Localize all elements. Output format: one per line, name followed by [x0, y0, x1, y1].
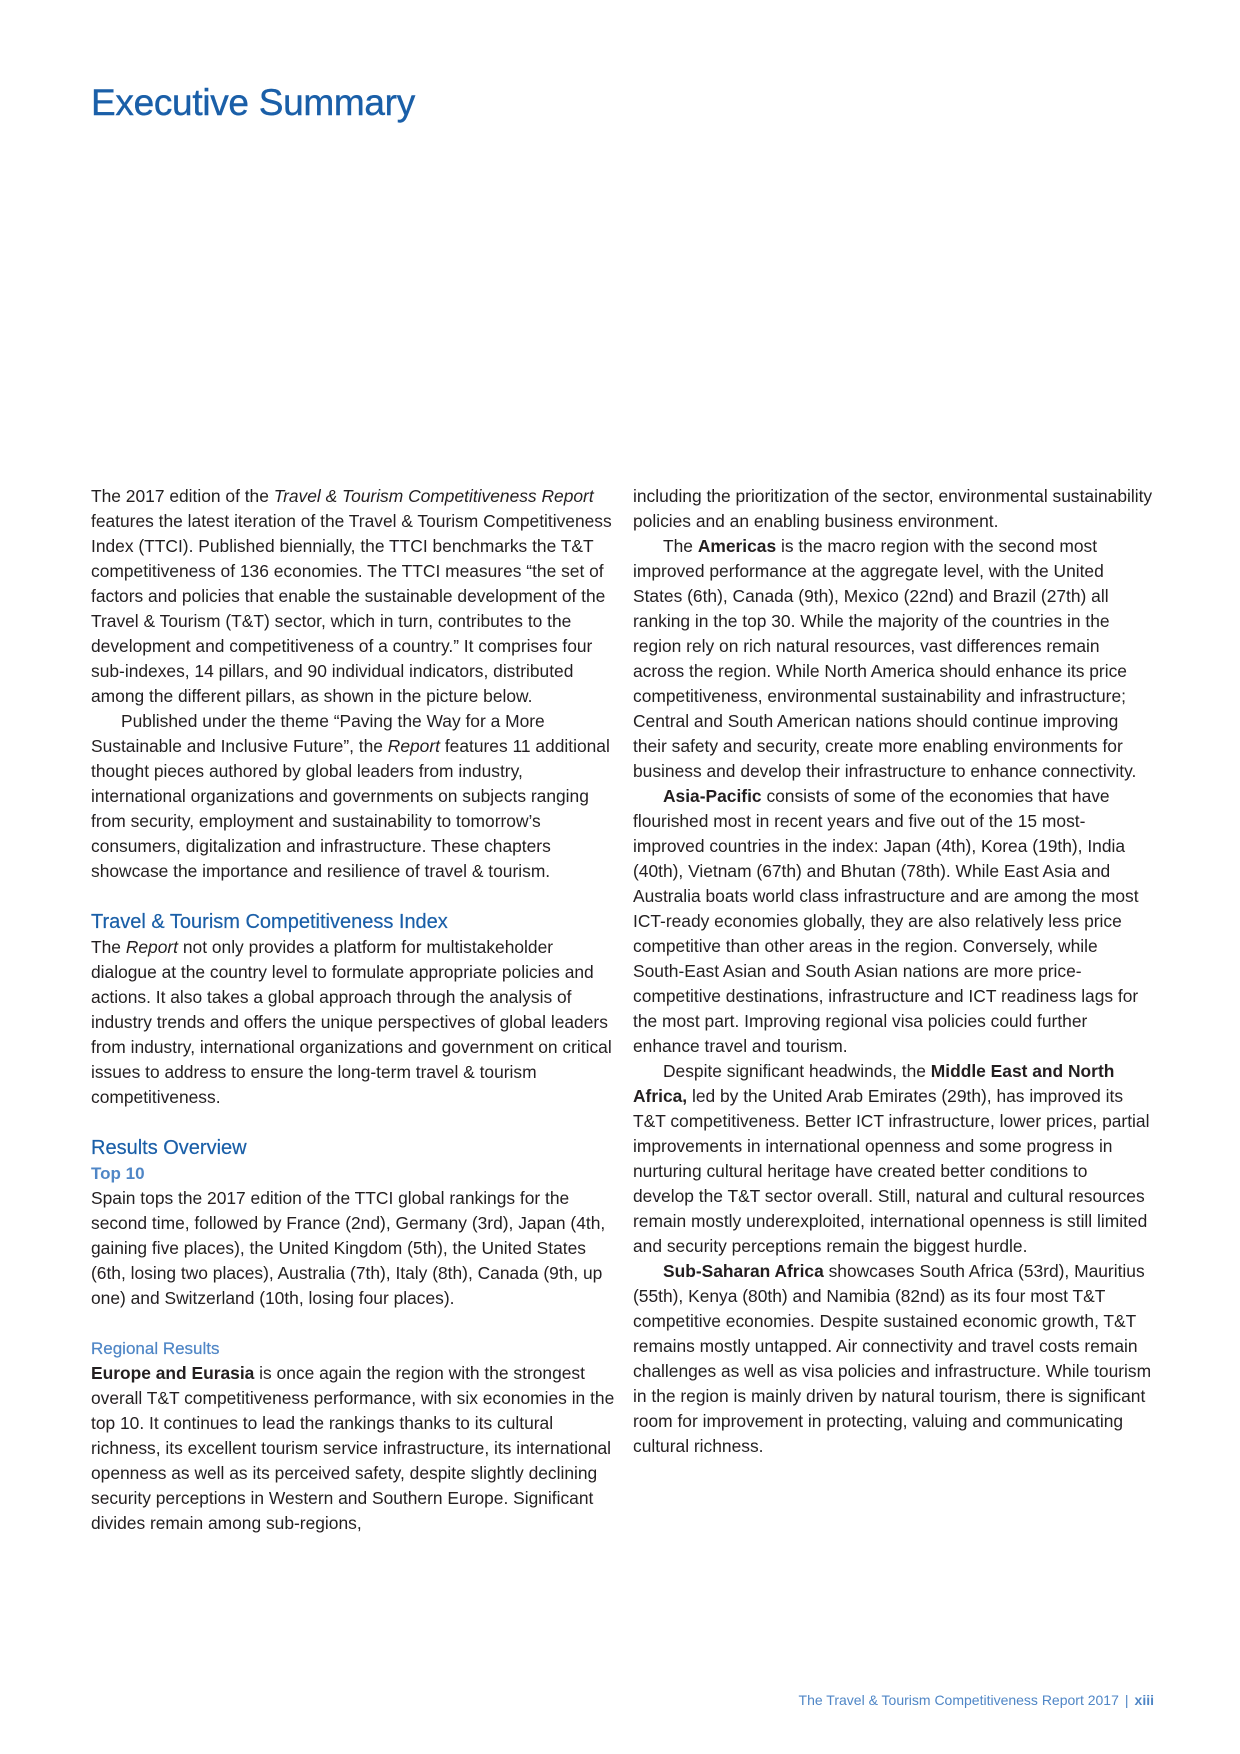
theme-paragraph	[91, 709, 621, 884]
regional-results-heading: Regional Results	[91, 1339, 220, 1358]
americas-paragraph	[633, 534, 1153, 784]
theme-text: Published under the theme “Paving the Way for a More Sustainable and Inclusive Future”, the	[91, 711, 545, 756]
mena-region-bold: Middle East and North Africa,	[633, 1061, 1115, 1106]
americas-text: is the macro region with the second most improved performance at the aggregate level, with the United States (6th), Canada (9th), Mexico (22nd) and Brazil (27th) all ranking in the top 30. While the majority of the countries in the region rely on rich natural resources, vast differences remain across the region. While North America should enhance its price competitiveness, environmental sustainability and infrastructure; Central and South American nations should continue improving their safety and security, create more enabling environments for business and develop their infrastructure to enhance connectivity.	[633, 536, 1137, 781]
report-italic: Report	[125, 937, 179, 957]
report-italic: Report	[387, 736, 440, 756]
right-column	[633, 484, 1153, 1459]
intro-paragraph	[91, 484, 621, 709]
europe-text: is once again the region with the strongest overall T&T competitiveness performance, with six economies in the top 10. It continues to lead the rankings thanks to its cultural richness, its excellent tourism service infrastructure, its international openness as well as its perceived safety, despite slightly declining security perceptions in Western and Southern Europe. Significant divides remain among sub-regions,	[91, 1363, 615, 1533]
mena-paragraph	[633, 1059, 1153, 1259]
sub-saharan-africa-paragraph	[633, 1259, 1153, 1459]
theme-text: features 11 additional thought pieces authored by global leaders from industry, international organizations and governments on subjects ranging from security, employment and sustainability to tomorrow’s consumers, digitalization and infrastructure. These chapters showcase the importance and resilience of travel & tourism.	[91, 736, 610, 881]
report-title-italic: Travel & Tourism Competitiveness Report	[273, 486, 594, 506]
asia-pacific-region-bold: Asia-Pacific	[663, 786, 762, 806]
ttci-text: The	[91, 937, 126, 957]
footer-separator: |	[1124, 1692, 1129, 1708]
mena-text: led by the United Arab Emirates (29th), has improved its T&T competitiveness. Better ICT infrastructure, lower prices, partial improvements in international openness and some progress in nurturing cultural heritage have created better conditions to develop the T&T sector overall. Still, natural and cultural resources remain mostly underexploited, international openness is still limited and security perceptions remain the biggest hurdle.	[633, 1086, 1150, 1256]
results-overview-heading: Results Overview	[91, 1137, 247, 1159]
mena-text: Despite significant headwinds, the	[663, 1061, 931, 1081]
page-footer	[799, 1692, 1154, 1708]
europe-continued-paragraph: including the prioritization of the sector, environmental sustainability policies and an enabling business environment.	[633, 486, 1153, 531]
left-column	[91, 484, 621, 1536]
footer-report-title: The Travel & Tourism Competitiveness Report 2017	[798, 1692, 1119, 1708]
page-title: Executive Summary	[91, 82, 415, 123]
ttci-heading: Travel & Tourism Competitiveness Index	[91, 911, 448, 933]
africa-region-bold: Sub-Saharan Africa	[663, 1261, 824, 1281]
europe-region-bold: Europe and Eurasia	[91, 1363, 255, 1383]
americas-text: The	[663, 536, 698, 556]
intro-text: The 2017 edition of the	[91, 486, 274, 506]
europe-paragraph	[91, 1361, 621, 1536]
page-number: xiii	[1134, 1692, 1154, 1708]
ttci-paragraph	[91, 935, 621, 1110]
asia-text: consists of some of the economies that have flourished most in recent years and five out of the 15 most-improved countries in the index: Japan (4th), Korea (19th), India (40th), Vietnam (67th) and Bhutan (78th). While East Asia and Australia boats world class infrastructure and are among the most ICT-ready economies globally, they are also relatively less price competitive than other areas in the region. Conversely, while South-East Asian and South Asian nations are more price-competitive destinations, infrastructure and ICT readiness lags for the most part. Improving regional visa policies could further enhance travel and tourism.	[633, 786, 1139, 1056]
top10-heading: Top 10	[91, 1164, 145, 1183]
africa-text: showcases South Africa (53rd), Mauritius (55th), Kenya (80th) and Namibia (82nd) as its four most T&T competitive economies. Despite sustained economic growth, T&T remains mostly untapped. Air connectivity and travel costs remain challenges as well as visa policies and infrastructure. While tourism in the region is mainly driven by natural tourism, there is significant room for improvement in protecting, valuing and communicating cultural richness.	[633, 1261, 1152, 1456]
top10-paragraph: Spain tops the 2017 edition of the TTCI global rankings for the second time, followed by France (2nd), Germany (3rd), Japan (4th, gaining five places), the United Kingdom (5th), the United States (6th, losing two places), Australia (7th), Italy (8th), Canada (9th, up one) and Switzerland (10th, losing four places).	[91, 1188, 606, 1308]
ttci-text: not only provides a platform for multistakeholder dialogue at the country level to formulate appropriate policies and actions. It also takes a global approach through the analysis of industry trends and offers the unique perspectives of global leaders from industry, international organizations and government on critical issues to address to ensure the long-term travel & tourism competitiveness.	[91, 937, 612, 1107]
asia-pacific-paragraph	[633, 784, 1153, 1059]
americas-region-bold: Americas	[697, 536, 777, 556]
intro-text: features the latest iteration of the Travel & Tourism Competitiveness Index (TTCI). Published biennially, the TTCI benchmarks the T&T competitiveness of 136 economies. The TTCI measures “the set of factors and policies that enable the sustainable development of the Travel & Tourism (T&T) sector, which in turn, contributes to the development and competitiveness of a country.” It comprises four sub-indexes, 14 pillars, and 90 individual indicators, distributed among the different pillars, as shown in the picture below.	[91, 511, 612, 706]
